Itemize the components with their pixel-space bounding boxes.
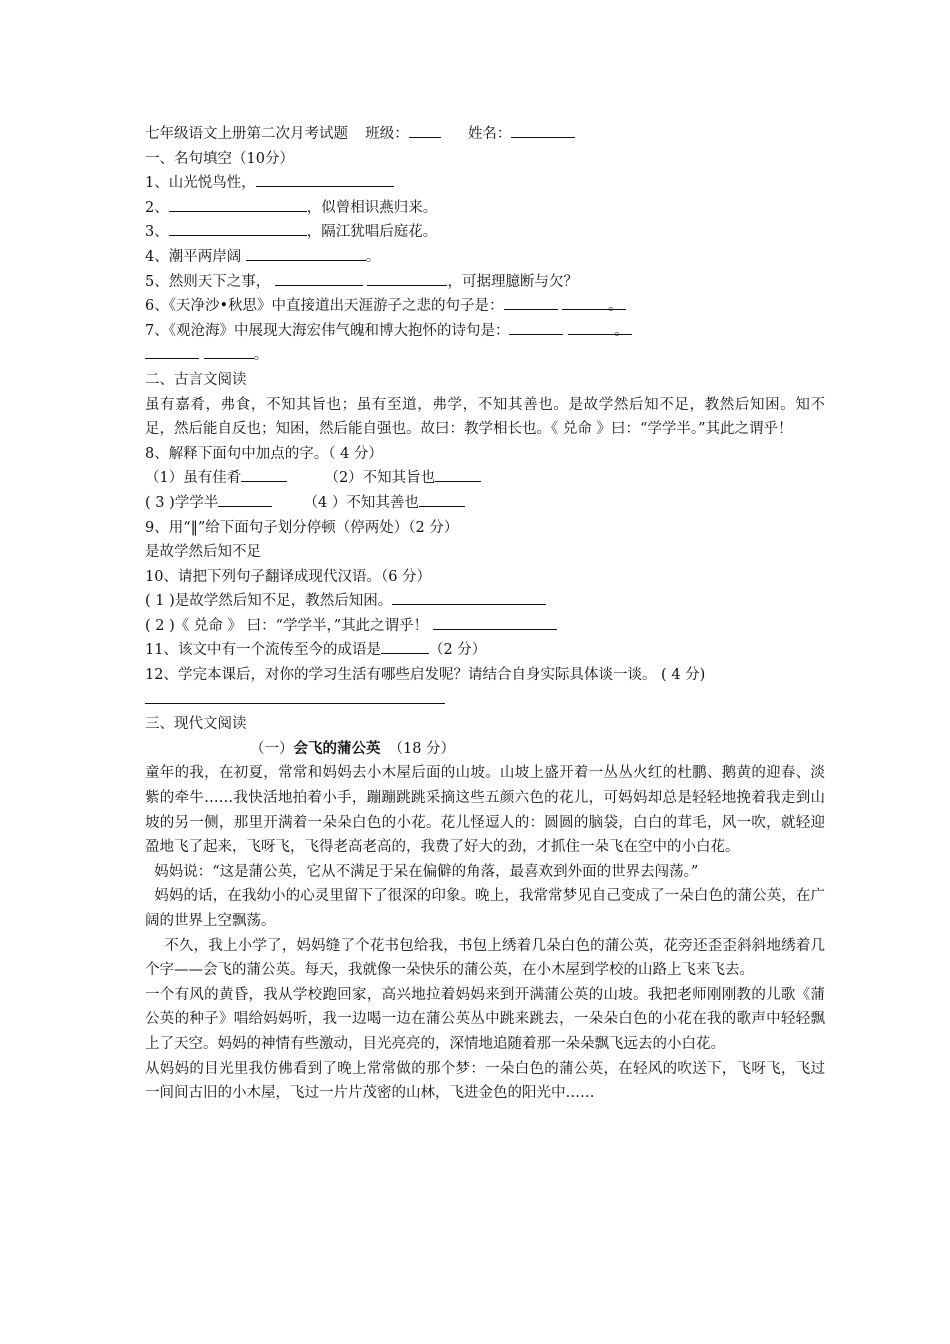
name-blank[interactable] xyxy=(511,122,575,138)
q5-blank-2[interactable] xyxy=(367,270,447,286)
section2-heading: 二、古言文阅读 xyxy=(145,371,247,388)
q1-blank[interactable] xyxy=(256,171,394,187)
reading-title-text: 会飞的蒲公英 xyxy=(293,739,381,757)
q7-text: 7、《观沧海》中展现大海宏伟气魄和博大抱怀的诗句是： xyxy=(145,322,510,339)
q5-blank-1[interactable] xyxy=(275,270,363,286)
question-4 xyxy=(145,245,825,270)
q4-end: 。 xyxy=(365,248,381,265)
q8-2-blank[interactable] xyxy=(435,466,481,482)
question-7 xyxy=(145,319,825,344)
q10-1-blank[interactable] xyxy=(392,589,546,605)
q7-blank-2[interactable] xyxy=(568,319,632,339)
q5-text: 5、然则天下之事， xyxy=(145,273,271,290)
section1-heading: 一、名句填空（10分） xyxy=(145,150,294,167)
q11-blank[interactable] xyxy=(381,638,429,654)
q7-cont-end: 。 xyxy=(253,347,269,364)
reading-paragraph: 不久，我上小学了，妈妈缝了个花书包给我，书包上绣着几朵白色的蒲公英，花旁还歪歪斜斜地绣着几个字——会飞的蒲公英。每天，我就像一朵快乐的蒲公英，在小木屋到学校的山路上飞来飞去。 xyxy=(145,937,826,979)
q10-2-blank[interactable] xyxy=(433,614,557,630)
question-8-row2 xyxy=(145,491,825,516)
classical-passage: 虽有嘉肴，弗食，不知其旨也；虽有至道，弗学，不知其善也。是故学然后知不足，教然后知困。知不足，然后能自反也；知困，然后能自强也。故曰：教学相长也。《 兑命 》曰：“学学半。”其此之谓乎！ xyxy=(145,396,825,438)
q8-4-blank[interactable] xyxy=(419,491,465,507)
reading-paragraph: 童年的我，在初夏，常常和妈妈去小木屋后面的山坡。山坡上盛开着一丛丛火红的杜鹏、鹅黄的迎春、淡紫的牵牛……我快活地拍着小手，蹦蹦跳跳采摘这些五颜六色的花儿，可妈妈却总是轻轻地挽着我走到山坡的另一侧，那里开满着一朵朵白色的小花。花儿怪逗人的：圆圆的脑袋，白白的茸毛，风一吹，就轻迎盈地飞了起来，飞呀飞，飞得老高老高的，我费了好大的劲，才抓住一朵飞在空中的小白花。 xyxy=(145,765,825,856)
q3-num: 3、 xyxy=(145,224,169,241)
reading-title-prefix: （一） xyxy=(250,740,294,757)
q2-text: ，似曾相识燕归来。 xyxy=(306,199,438,216)
q12-blank[interactable] xyxy=(145,688,445,704)
question-8: 8、解释下面句中加点的字。（ 4 分） xyxy=(145,445,383,462)
q6-text: 6、《天净沙•秋思》中直接道出天涯游子之悲的句子是： xyxy=(145,298,504,315)
question-7-cont xyxy=(145,343,825,368)
q6-end: 。 xyxy=(608,298,623,315)
q6-blank-2[interactable] xyxy=(562,294,626,315)
exam-page xyxy=(145,122,825,1106)
reading-title-score: （18 分） xyxy=(388,740,456,757)
q6-blank-1[interactable] xyxy=(504,294,558,310)
question-9-sentence: 是故学然后知不足 xyxy=(145,544,261,561)
q10-2-text: ( 2 )《 兑命 》 曰：“学学半，”其此之谓乎！ xyxy=(145,617,429,634)
q7-blank-3[interactable] xyxy=(145,343,199,359)
question-9: 9、用“‖”给下面句子划分停顿（停两处）（2 分） xyxy=(145,519,459,536)
q7-end: 。 xyxy=(614,322,629,339)
name-label: 姓名： xyxy=(467,126,512,142)
reading-paragraph: 妈妈的话，在我幼小的心灵里留下了很深的印象。晚上，我常常梦见自己变成了一朵白色的蒲公英，在广阔的世界上空飘荡。 xyxy=(145,888,826,929)
section3-heading: 三、现代文阅读 xyxy=(145,716,247,733)
class-label: 班级： xyxy=(365,126,409,142)
q8-4-text: （4 ）不知其善也 xyxy=(303,494,419,511)
q8-1-blank[interactable] xyxy=(241,466,287,482)
question-1 xyxy=(145,171,825,196)
q7-blank-1[interactable] xyxy=(509,319,563,335)
q11-score: （2 分） xyxy=(428,642,487,659)
q1-text: 1、山光悦鸟性， xyxy=(145,175,256,192)
reading-paragraph: 从妈妈的目光里我仿佛看到了晚上常常做的那个梦：一朵白色的蒲公英，在轻风的吹送下，飞呀飞，飞过一间间古旧的小木屋，飞过一片片茂密的山林，飞进金色的阳光中…… xyxy=(145,1060,825,1102)
q2-blank[interactable] xyxy=(169,196,307,212)
reading-paragraph: 一个有风的黄昏，我从学校跑回家，高兴地拉着妈妈来到开满蒲公英的山坡。我把老师刚刚教的儿歌《蒲公英的种子》唱给妈妈听，我一边喝一边在蒲公英丛中跳来跳去，一朵朵白色的小花在我的歌声中轻轻飘上了天空。妈妈的神情有些激动，目光亮亮的，深情地追随着那一朵朵飘飞远去的小白花。 xyxy=(145,986,825,1052)
class-blank[interactable] xyxy=(409,122,441,138)
question-3 xyxy=(145,220,825,245)
q8-2-text: （2）不知其旨也 xyxy=(324,470,436,487)
question-12: 12、学完本课后，对你的学习生活有哪些启发呢？请结合自身实际具体谈一谈。 ( 4 分) xyxy=(145,667,706,684)
question-8-row1 xyxy=(145,466,825,491)
q4-text: 4、潮平两岸阔 xyxy=(145,248,242,265)
q7-blank-4[interactable] xyxy=(204,343,254,359)
question-6 xyxy=(145,294,825,319)
question-12-answer xyxy=(145,688,825,713)
question-10-1 xyxy=(145,589,825,614)
q2-num: 2、 xyxy=(145,199,169,216)
question-2 xyxy=(145,196,825,221)
q5-end: ，可据理臆断与欠？ xyxy=(447,273,578,290)
q3-blank[interactable] xyxy=(169,220,307,236)
reading-title xyxy=(145,737,825,762)
exam-title: 七年级语文上册第二次月考试题 xyxy=(145,126,348,142)
q8-3-blank[interactable] xyxy=(218,491,272,507)
question-11 xyxy=(145,638,825,663)
q4-blank[interactable] xyxy=(246,245,366,261)
question-10-2 xyxy=(145,614,825,639)
reading-paragraph: 妈妈说：“这是蒲公英，它从不满足于呆在偏僻的角落，最喜欢到外面的世界去闯荡。” xyxy=(145,863,699,880)
exam-header xyxy=(145,122,825,147)
q3-text: ，隔江犹唱后庭花。 xyxy=(306,224,438,241)
question-5 xyxy=(145,270,825,295)
q8-1-text: （1）虽有佳肴 xyxy=(145,470,242,487)
q8-3-text: ( 3 )学学半 xyxy=(145,494,219,511)
q10-1-text: ( 1 )是故学然后知不足，教然后知困。 xyxy=(145,593,393,610)
question-10: 10、请把下列句子翻译成现代汉语。（6 分） xyxy=(145,568,432,585)
q11-text: 11、该文中有一个流传至今的成语是 xyxy=(145,642,381,659)
